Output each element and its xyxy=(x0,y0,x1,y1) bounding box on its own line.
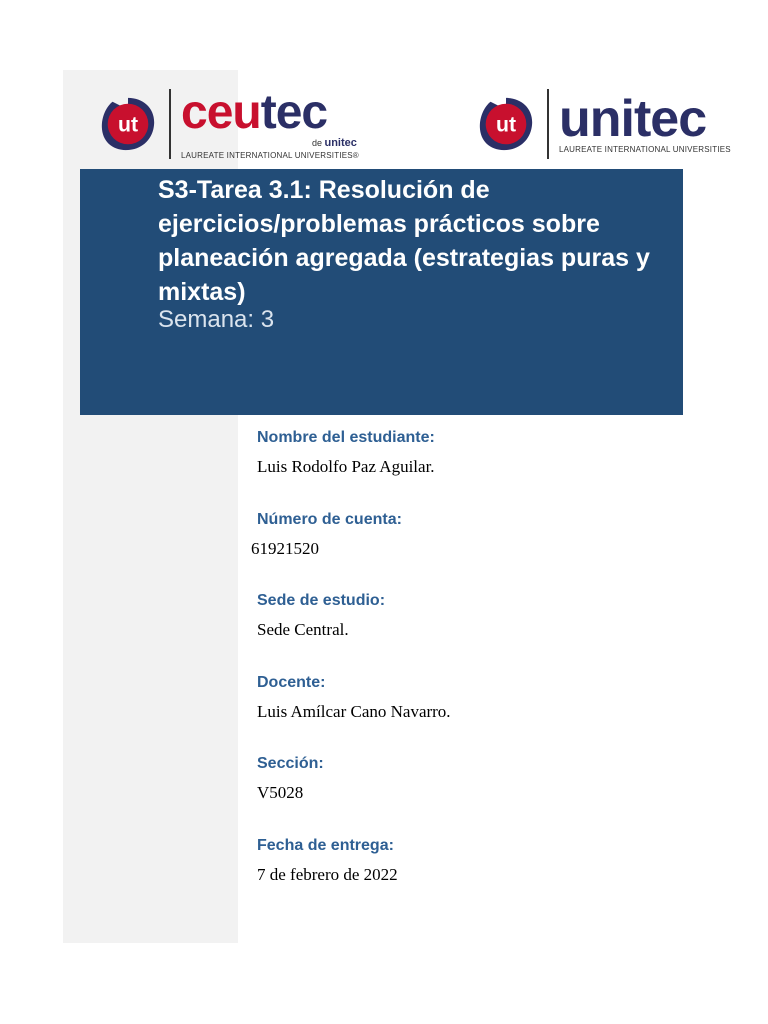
ceutec-subbrand-name: unitec xyxy=(324,136,357,149)
ceutec-tagline: LAUREATE INTERNATIONAL UNIVERSITIES® xyxy=(181,150,359,160)
unitec-tagline: LAUREATE INTERNATIONAL UNIVERSITIES xyxy=(559,144,731,154)
field-label: Sección: xyxy=(257,755,324,772)
unitec-name: unitec xyxy=(559,89,707,148)
ceutec-name xyxy=(181,85,359,139)
field-teacher xyxy=(257,669,451,751)
field-label: Docente: xyxy=(257,673,326,691)
assignment-title: S3-Tarea 3.1: Resolución de ejercicios/problemas prácticos sobre planeación agregada (estrategias puras y mixtas) xyxy=(158,176,657,306)
field-value: Luis Amílcar Cano Navarro. xyxy=(257,701,451,721)
ceutec-name-post: tec xyxy=(260,85,328,139)
ceutec-logo xyxy=(99,84,359,164)
field-label: Fecha de entrega: xyxy=(257,836,394,854)
field-label: Número de cuenta: xyxy=(257,510,402,528)
field-campus xyxy=(257,587,451,669)
field-value: 61921520 xyxy=(251,538,319,558)
field-section xyxy=(257,750,451,832)
field-value: Luis Rodolfo Paz Aguilar. xyxy=(257,457,435,476)
logo-divider xyxy=(169,89,171,159)
field-account-number xyxy=(251,506,451,588)
ceutec-subbrand xyxy=(312,137,357,149)
week-label: Semana: 3 xyxy=(158,306,275,333)
student-info xyxy=(251,424,451,913)
ceutec-subbrand-pre: de xyxy=(311,137,325,148)
ut-badge-icon xyxy=(99,95,157,153)
field-value: Sede Central. xyxy=(257,620,349,639)
ceutec-name-pre: ceu xyxy=(181,85,261,139)
unitec-wordmark xyxy=(559,89,731,154)
title-banner xyxy=(80,169,683,415)
ut-badge-icon xyxy=(477,95,535,153)
unitec-logo xyxy=(477,84,731,164)
ceutec-wordmark xyxy=(181,85,359,160)
field-value: 7 de febrero de 2022 xyxy=(257,864,398,884)
unitec-badge-text: ut xyxy=(495,112,517,137)
ceutec-badge-text: ut xyxy=(117,112,139,137)
field-label: Sede de estudio: xyxy=(257,592,386,609)
field-student-name xyxy=(257,424,451,506)
field-label: Nombre del estudiante: xyxy=(257,429,435,446)
logo-divider xyxy=(547,89,549,159)
field-due-date xyxy=(257,832,451,914)
document-page xyxy=(63,70,731,943)
field-value: V5028 xyxy=(257,783,304,802)
